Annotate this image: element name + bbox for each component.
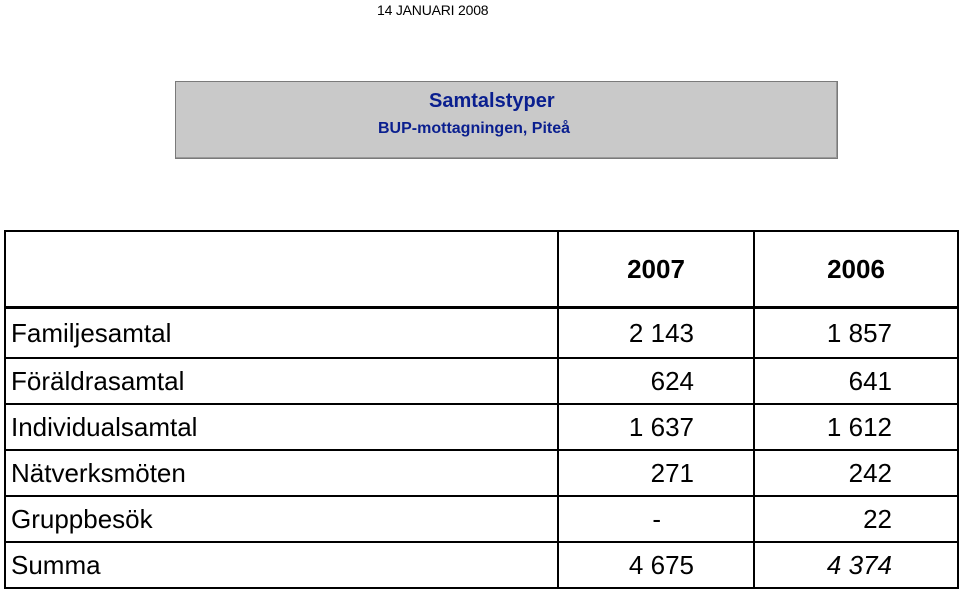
- row-label: Summa: [5, 542, 558, 588]
- value-2007: 2 143: [558, 308, 754, 359]
- row-label: Föräldrasamtal: [5, 358, 558, 404]
- statistics-table-wrapper: [4, 230, 957, 585]
- statistics-table: [4, 230, 959, 589]
- value-2006: 1 612: [754, 404, 958, 450]
- header-empty-cell: [5, 231, 558, 308]
- row-label: Nätverksmöten: [5, 450, 558, 496]
- value-2006: 22: [754, 496, 958, 542]
- value-2007: 1 637: [558, 404, 754, 450]
- row-label: Individualsamtal: [5, 404, 558, 450]
- table-header-row: [5, 231, 958, 308]
- total-2007: 4 675: [558, 542, 754, 588]
- table-row: [5, 450, 958, 496]
- document-date: 14 JANUARI 2008: [377, 2, 489, 18]
- value-2007: -: [558, 496, 754, 542]
- column-header-2007: 2007: [558, 231, 754, 308]
- value-2006: 242: [754, 450, 958, 496]
- document-subtitle: BUP-mottagningen, Piteå: [378, 120, 571, 137]
- value-2007: 624: [558, 358, 754, 404]
- table-row-total: [5, 542, 958, 588]
- row-label: Familjesamtal: [5, 308, 558, 359]
- column-header-2006: 2006: [754, 231, 958, 308]
- table-row: [5, 496, 958, 542]
- document-title: Samtalstyper: [429, 90, 555, 112]
- table-row: [5, 358, 958, 404]
- value-2006: 1 857: [754, 308, 958, 359]
- row-label: Gruppbesök: [5, 496, 558, 542]
- value-2006: 641: [754, 358, 958, 404]
- table-row: [5, 308, 958, 359]
- title-box: [175, 81, 838, 159]
- value-2007: 271: [558, 450, 754, 496]
- table-row: [5, 404, 958, 450]
- total-2006: 4 374: [754, 542, 958, 588]
